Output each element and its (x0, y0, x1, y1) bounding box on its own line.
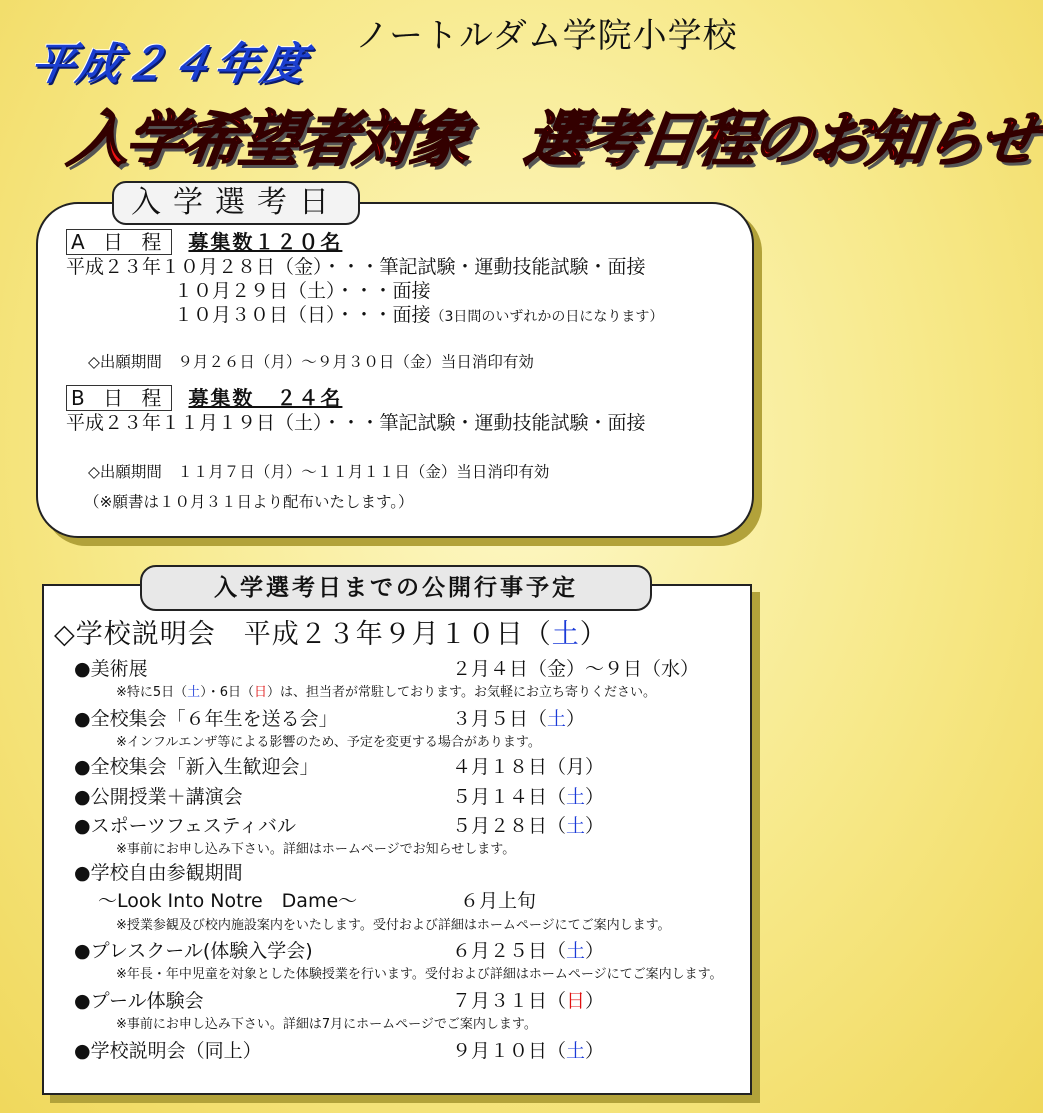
schedule-b-line1: 平成２３年１１月１９日（土）・・・筆記試験・運動技能試験・面接 (66, 412, 646, 434)
event-name: ●プレスクール(体験入学会) (74, 940, 313, 962)
schedule-a-capacity: 募集数１２０名 (188, 230, 343, 254)
schedule-a-header (66, 226, 342, 255)
headline-prefix: ◇学校説明会 平成２３年９月１０日（ (54, 619, 552, 650)
event-date: ９月１０日（土） (452, 1040, 605, 1062)
event-date: ３月５日（土） (452, 708, 586, 730)
schedule-a-line3-note: （3日間のいずれかの日になります） (430, 309, 664, 325)
schedule-a-application: ◇出願期間 ９月２６日（月）～９月３０日（金）当日消印有効 (88, 353, 534, 371)
event-date: ５月１４日（土） (452, 786, 605, 808)
event-note: ※特に5日（土）・6日（日）は、担当者が常駐しております。お気軽にお立ち寄りください。 (116, 685, 656, 700)
schedule-a-label: A 日 程 (66, 229, 172, 255)
event-date: ４月１８日（月） (452, 756, 605, 778)
event-name: ●全校集会「６年生を送る会」 (74, 708, 338, 730)
year-title: 平成２４年度 (26, 39, 312, 90)
event-date: ６月上旬 (460, 890, 537, 912)
event-date: ２月４日（金）～９日（水） (452, 658, 700, 680)
event-name: ●公開授業＋講演会 (74, 786, 243, 808)
main-title: 入学希望者対象 選考日程のお知らせ (64, 105, 1042, 175)
event-date: ６月２５日（土） (452, 940, 605, 962)
schedule-a-line3-main: １０月３０日（日）・・・面接 (174, 304, 431, 326)
schedule-b-header (66, 382, 342, 411)
events-headline (54, 612, 608, 651)
school-name: ノートルダム学院小学校 (355, 16, 738, 56)
schedule-b-distribution: （※願書は１０月３１日より配布いたします。） (84, 493, 414, 511)
event-name: ●スポーツフェスティバル (74, 815, 296, 837)
schedule-b-label: B 日 程 (66, 385, 172, 411)
event-note: ※授業参観及び校内施設案内をいたします。受付および詳細はホームページにてご案内します。 (116, 918, 671, 933)
schedule-b-application: ◇出願期間 １１月７日（月）～１１月１１日（金）当日消印有効 (88, 463, 550, 481)
exam-section-tab: 入学選考日 (112, 181, 360, 225)
event-subname: ～Look Into Notre Dame～ (98, 890, 358, 912)
events-section-tab: 入学選考日までの公開行事予定 (140, 565, 652, 611)
schedule-a-line3 (174, 300, 663, 327)
event-note: ※事前にお申し込み下さい。詳細はホームページでお知らせします。 (116, 842, 516, 857)
schedule-a-line2: １０月２９日（土）・・・面接 (174, 280, 431, 302)
event-note: ※インフルエンザ等による影響のため、予定を変更する場合があります。 (116, 735, 541, 750)
event-name: ●美術展 (74, 658, 148, 680)
headline-day: 土 (551, 619, 580, 650)
schedule-a-line1: 平成２３年１０月２８日（金）・・・筆記試験・運動技能試験・面接 (66, 256, 646, 278)
event-name: ●学校自由参観期間 (74, 862, 243, 884)
event-note: ※年長・年中児童を対象とした体験授業を行います。受付および詳細はホームページにてご案内します。 (116, 967, 723, 982)
event-name: ●プール体験会 (74, 990, 204, 1012)
event-note: ※事前にお申し込み下さい。詳細は7月にホームページでご案内します。 (116, 1017, 537, 1032)
headline-suffix: ） (579, 619, 608, 650)
schedule-b-capacity: 募集数 ２４名 (188, 386, 343, 410)
event-name: ●学校説明会（同上） (74, 1040, 262, 1062)
event-date: ７月３１日（日） (452, 990, 605, 1012)
event-date: ５月２８日（土） (452, 815, 605, 837)
event-name: ●全校集会「新入生歓迎会」 (74, 756, 319, 778)
